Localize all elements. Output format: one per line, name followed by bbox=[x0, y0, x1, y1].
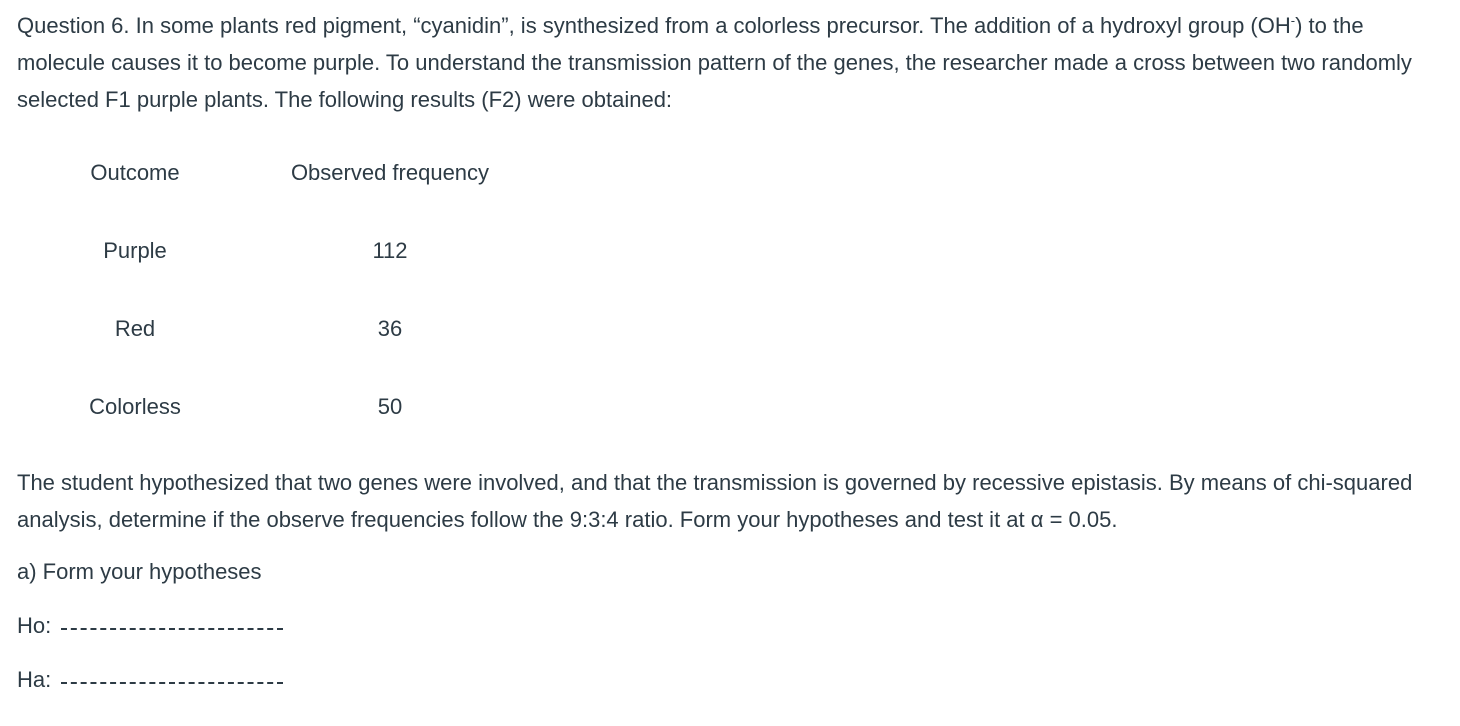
row-frequency-purple: 112 bbox=[372, 238, 408, 263]
part-a-label: a) Form your hypotheses bbox=[17, 559, 262, 584]
ho-answer-blank[interactable] bbox=[61, 626, 283, 630]
question-text bbox=[17, 7, 1457, 118]
superscript-minus: - bbox=[1290, 13, 1296, 28]
alternative-hypothesis-row bbox=[17, 667, 283, 693]
question-text-part2: ) to the molecule causes it to become purple. To understand the transmission pattern of the genes, the researcher made a cross between two randomly selected F1 purple plants. The following results (F2) were obtained: bbox=[17, 13, 1412, 112]
header-observed-frequency: Observed frequency bbox=[290, 160, 490, 185]
null-hypothesis-row bbox=[17, 613, 283, 639]
ha-answer-blank[interactable] bbox=[61, 680, 283, 684]
row-frequency-colorless: 50 bbox=[377, 394, 403, 419]
row-outcome-purple: Purple bbox=[103, 238, 167, 263]
followup-text: The student hypothesized that two genes were involved, and that the transmission is governed by recessive epistasis. By means of chi-squared analysis, determine if the observe frequencies follow the 9:3:4 ratio. Form your hypotheses and test it at α = 0.05. bbox=[17, 470, 1413, 532]
row-outcome-red: Red bbox=[114, 316, 156, 341]
header-outcome: Outcome bbox=[90, 160, 180, 185]
row-outcome-colorless: Colorless bbox=[89, 394, 181, 419]
ho-label: Ho: bbox=[17, 613, 52, 638]
question-text-part1: Question 6. In some plants red pigment, “cyanidin”, is synthesized from a colorless precursor. The addition of a hydroxyl group (OH bbox=[17, 13, 1291, 38]
ha-label: Ha: bbox=[17, 667, 52, 692]
row-frequency-red: 36 bbox=[377, 316, 403, 341]
